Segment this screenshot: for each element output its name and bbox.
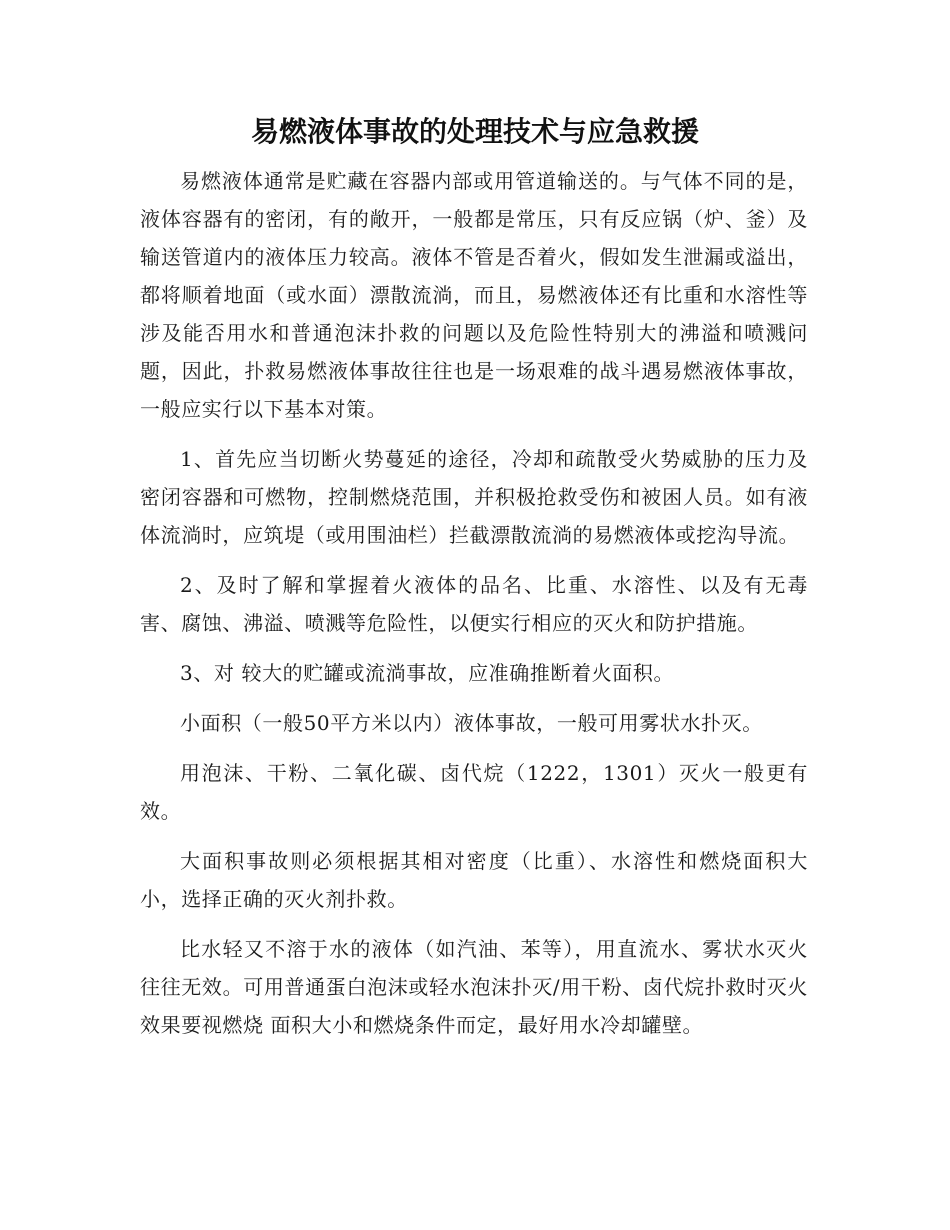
paragraph-extinguishing-agents: 用泡沫、干粉、二氧化碳、卤代烷（1222，1301）灭火一般更有效。 <box>140 761 808 823</box>
paragraph-small-area: 小面积（一般50平方米以内）液体事故，一般可用雾状水扑灭。 <box>180 711 763 735</box>
paragraph-large-area: 大面积事故则必须根据其相对密度（比重）、水溶性和燃烧面积大小，选择正确的灭火剂扑救。 <box>140 849 808 911</box>
paragraph-lighter-than-water: 比水轻又不溶于水的液体（如汽油、苯等），用直流水、雾状水灭火往往无效。可用普通蛋白泡沫或轻水泡沫扑灭/用干粉、卤代烷扑救时灭火效果要视燃烧 面积大小和燃烧条件而定，最好用水冷却罐壁。 <box>140 937 808 1037</box>
document-title: 易燃液体事故的处理技术与应急救援 <box>250 115 699 148</box>
paragraph-item-2: 2、及时了解和掌握着火液体的品名、比重、水溶性、以及有无毒害、腐蚀、沸溢、喷溅等危险性，以便实行相应的灭火和防护措施。 <box>140 573 808 635</box>
document-body <box>140 162 808 1056</box>
paragraph-intro: 易燃液体通常是贮藏在容器内部或用管道输送的。与气体不同的是，液体容器有的密闭，有的敞开，一般都是常压，只有反应锅（炉、釜）及输送管道内的液体压力较高。液体不管是否着火，假如发生泄漏或溢出，都将顺着地面（或水面）漂散流淌，而且，易燃液体还有比重和水溶性等涉及能否用水和普通泡沫扑救的问题以及危险性特别大的沸溢和喷溅问题，因此，扑救易燃液体事故往往也是一场艰难的战斗遇易燃液体事故，一般应实行以下基本对策。 <box>140 169 808 421</box>
paragraph-item-3: 3、对 较大的贮罐或流淌事故，应准确推断着火面积。 <box>180 661 675 685</box>
paragraph-item-1: 1、首先应当切断火势蔓延的途径，冷却和疏散受火势威胁的压力及密闭容器和可燃物，控制燃烧范围，并积极抢救受伤和被困人员。如有液体流淌时，应筑堤（或用围油栏）拦截漂散流淌的易燃液体或挖沟导流。 <box>140 447 808 547</box>
